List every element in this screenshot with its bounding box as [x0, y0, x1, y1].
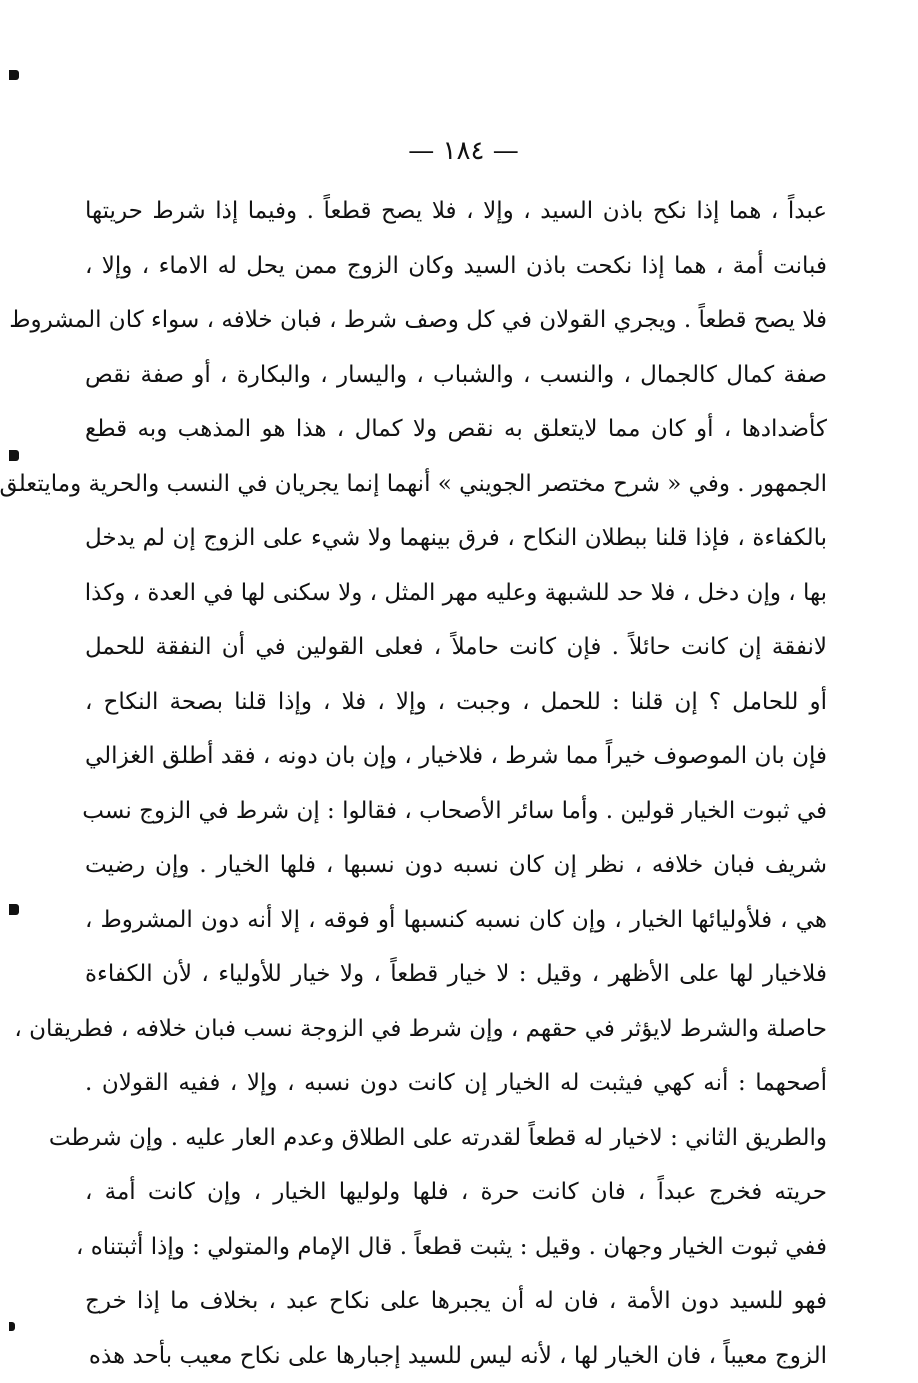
text-line: أو للحامل ؟ إن قلنا : للحمل ، وجبت ، وإلا ، فلا ، وإذا قلنا بصحة النكاح ،	[85, 675, 827, 730]
text-line: فبانت أمة ، هما إذا نكحت باذن السيد وكان الزوج ممن يحل له الاماء ، وإلا ،	[85, 239, 827, 294]
text-line: في ثبوت الخيار قولين . وأما سائر الأصحاب ، فقالوا : إن شرط في الزوج نسب	[85, 784, 827, 839]
text-line: حاصلة والشرط لايؤثر في حقهم ، وإن شرط في الزوجة نسب فبان خلافه ، فطريقان ،	[85, 1002, 827, 1057]
text-line: لانفقة إن كانت حائلاً . فإن كانت حاملاً ، فعلى القولين في أن النفقة للحمل	[85, 620, 827, 675]
text-line: فلا يصح قطعاً . ويجري القولان في كل وصف شرط ، فبان خلافه ، سواء كان المشروط	[85, 293, 827, 348]
text-line: فلاخيار لها على الأظهر ، وقيل : لا خيار قطعاً ، ولا خيار للأولياء ، لأن الكفاءة	[85, 947, 827, 1002]
text-line: بالكفاءة ، فإذا قلنا ببطلان النكاح ، فرق بينهما ولا شيء على الزوج إن لم يدخل	[85, 511, 827, 566]
text-line: ففي ثبوت الخيار وجهان . وقيل : يثبت قطعاً . قال الإمام والمتولي : وإذا أثبتناه ،	[85, 1220, 827, 1275]
text-line: حريته فخرج عبداً ، فان كانت حرة ، فلها ولوليها الخيار ، وإن كانت أمة ،	[85, 1165, 827, 1220]
text-line: فإن بان الموصوف خيراً مما شرط ، فلاخيار ، وإن بان دونه ، فقد أطلق الغزالي	[85, 729, 827, 784]
text-line: صفة كمال كالجمال ، والنسب ، والشباب ، واليسار ، والبكارة ، أو صفة نقص	[85, 348, 827, 403]
text-line: كأضدادها ، أو كان مما لايتعلق به نقص ولا كمال ، هذا هو المذهب وبه قطع	[85, 402, 827, 457]
text-line: أصحهما : أنه كهي فيثبت له الخيار إن كانت دون نسبه ، وإلا ، ففيه القولان .	[85, 1056, 827, 1111]
text-line: الزوج معيباً ، فان الخيار لها ، لأنه ليس للسيد إجبارها على نكاح معيب بأحد هذه	[85, 1329, 827, 1383]
text-line: فهو للسيد دون الأمة ، فان له أن يجبرها على نكاح عبد ، بخلاف ما إذا خرج	[85, 1274, 827, 1329]
text-line: شريف فبان خلافه ، نظر إن كان نسبه دون نسبها ، فلها الخيار . وإن رضيت	[85, 838, 827, 893]
text-line: بها ، وإن دخل ، فلا حد للشبهة وعليه مهر المثل ، ولا سكنى لها في العدة ، وكذا	[85, 566, 827, 621]
text-line: عبداً ، هما إذا نكح باذن السيد ، وإلا ، فلا يصح قطعاً . وفيما إذا شرط حريتها	[85, 184, 827, 239]
scan-edge-mark	[9, 1322, 15, 1331]
text-line: الجمهور . وفي « شرح مختصر الجويني » أنهما إنما يجريان في النسب والحرية ومايتعلق	[85, 457, 827, 512]
text-line: والطريق الثاني : لاخيار له قطعاً لقدرته على الطلاق وعدم العار عليه . وإن شرطت	[85, 1111, 827, 1166]
body-text	[85, 184, 827, 1383]
text-line: هي ، فلأوليائها الخيار ، وإن كان نسبه كنسبها أو فوقه ، إلا أنه دون المشروط ،	[85, 893, 827, 948]
page-number: — ١٨٤ —	[9, 136, 918, 166]
scan-edge-mark	[9, 904, 19, 915]
scan-edge-mark	[9, 70, 19, 80]
book-page	[9, 0, 918, 1372]
